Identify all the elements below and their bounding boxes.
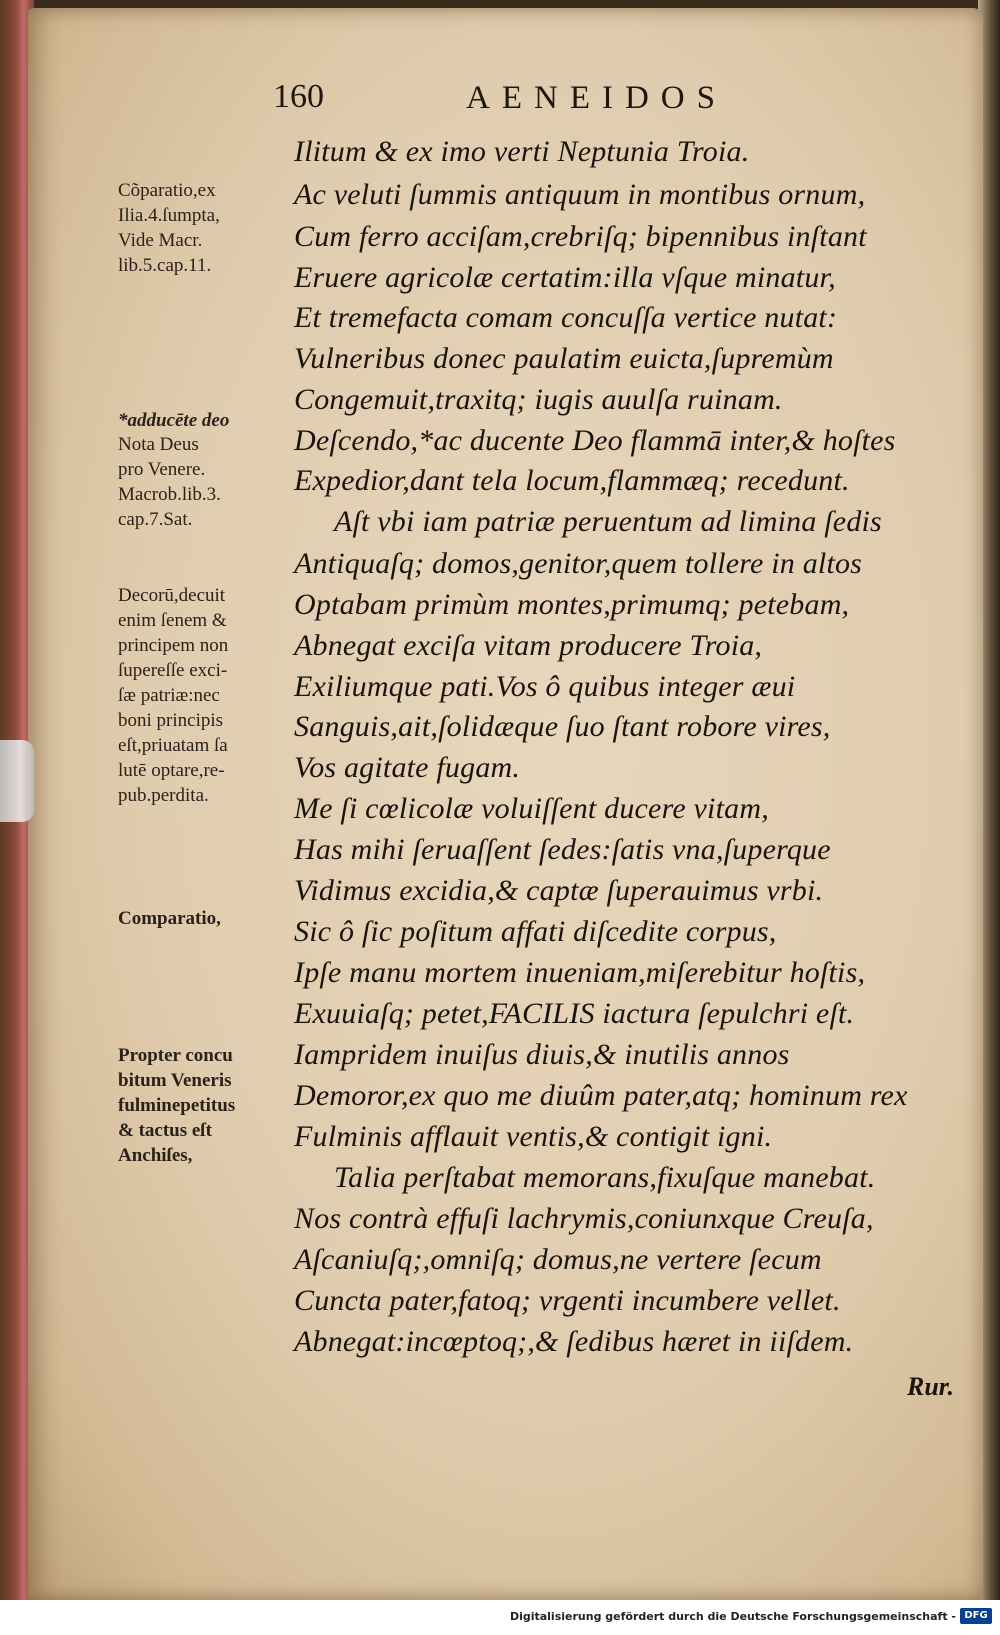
page-header bbox=[0, 78, 1000, 128]
verse-line: Ilitum & ex imo verti Neptunia Troia. bbox=[294, 135, 750, 168]
verse-line: Congemuit,traxitq; iugis auulſa ruinam. bbox=[294, 383, 783, 416]
margin-note: Propter concu bitum Veneris fulminepetitus & tactus eſt Anchiſes, bbox=[118, 1045, 236, 1166]
verse-line: Vos agitate fugam. bbox=[294, 751, 521, 784]
verse-line: Aſcaniuſq;,omniſq; domus,ne vertere ſecum bbox=[294, 1243, 822, 1276]
verse-line: Cuncta pater,fatoq; vrgenti incumbere vellet. bbox=[294, 1284, 841, 1317]
margin-note: Nota Deus pro Venere. Macrob.lib.3. cap.7.Sat. bbox=[118, 434, 221, 530]
verse-line: Ipſe manu mortem inueniam,miſerebitur hoſtis, bbox=[294, 956, 866, 989]
verse-line: Exuuiaſq; petet,FACILIS iactura ſepulchri eſt. bbox=[294, 997, 855, 1030]
verse-line: Talia perſtabat memorans,fixuſque manebat. bbox=[334, 1161, 876, 1194]
digitization-footer bbox=[0, 1600, 1000, 1635]
verse-line: Optabam primùm montes,primumq; petebam, bbox=[294, 588, 850, 621]
verse-line: Iampridem inuiſus diuis,& inutilis annos bbox=[294, 1038, 790, 1071]
verse-line: Nos contrà effuſi lachrymis,coniunxque Creuſa, bbox=[294, 1202, 874, 1235]
verse-line: Sanguis,ait,ſolidæque ſuo ſtant robore vires, bbox=[294, 710, 831, 743]
verse-line: Demoror,ex quo me diuûm pater,atq; hominum rex bbox=[294, 1079, 908, 1112]
page-clip bbox=[0, 740, 34, 822]
verse-line: Has mihi ſeruaſſent ſedes:ſatis vna,ſuperque bbox=[294, 833, 831, 866]
verse-line: Ac veluti ſummis antiquum in montibus ornum, bbox=[294, 178, 866, 211]
verse-line: Antiquaſq; domos,genitor,quem tollere in altos bbox=[294, 547, 863, 580]
verse-line: Abnegat exciſa vitam producere Troia, bbox=[294, 629, 763, 662]
verse-line: Fulminis afflauit ventis,& contigit igni. bbox=[294, 1120, 773, 1153]
margin-note: Decorū,decuit enim ſenem & principem non ſupereſſe exci- ſæ patriæ:nec boni principis eſt,priuatam ſa lutē optare,re- pub.perdita. bbox=[118, 585, 229, 806]
verse-line: Eruere agricolæ certatim:illa vſque minatur, bbox=[294, 261, 836, 294]
verse-line: Abnegat:incœptoq;,& ſedibus hæret in iiſdem. bbox=[294, 1325, 854, 1358]
verse-line: Cum ferro acciſam,crebriſq; bipennibus inſtant bbox=[294, 220, 867, 253]
margin-note: Comparatio, bbox=[118, 908, 221, 929]
catchword: Rur. bbox=[907, 1372, 954, 1401]
verse-line: Sic ô ſic poſitum affati diſcedite corpus, bbox=[294, 915, 777, 948]
funding-credit: Digitalisierung gefördert durch die Deutsche Forschungsgemeinschaft - bbox=[509, 1610, 956, 1623]
verse-line: Expedior,dant tela locum,flammæq; recedunt. bbox=[294, 464, 850, 497]
margin-note: Cõparatio,ex Ilia.4.ſumpta, Vide Macr. lib.5.cap.11. bbox=[118, 180, 220, 276]
verse-line: Vulneribus donec paulatim euicta,ſupremùm bbox=[294, 342, 834, 375]
verse-line: Et tremefacta comam concuſſa vertice nutat: bbox=[294, 301, 838, 334]
margin-note: *adducēte deo bbox=[118, 410, 230, 431]
verse-line: Vidimus excidia,& captæ ſuperauimus vrbi. bbox=[294, 874, 824, 907]
verse-line: Exiliumque pati.Vos ô quibus integer æui bbox=[294, 670, 796, 703]
verse-line: Deſcendo,*ac ducente Deo flammā inter,& hoſtes bbox=[294, 424, 896, 457]
dfg-logo: DFG bbox=[960, 1608, 992, 1624]
verse-line: Aſt vbi iam patriæ peruentum ad limina ſedis bbox=[334, 505, 882, 538]
page-number: 160 bbox=[273, 78, 324, 115]
verse-line: Me ſi cœlicolæ voluiſſent ducere vitam, bbox=[294, 792, 769, 825]
running-head: AENEIDOS bbox=[466, 80, 727, 116]
